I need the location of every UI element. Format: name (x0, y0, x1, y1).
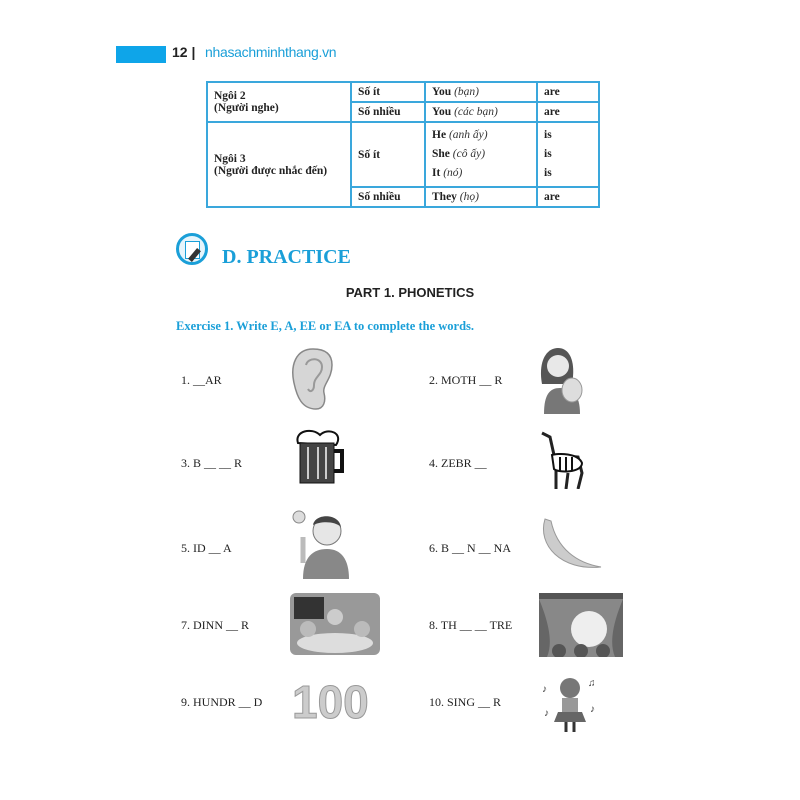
person-cell: Ngôi 3 (Người được nhắc đến) (207, 122, 351, 207)
svg-text:♪: ♪ (542, 684, 547, 695)
exercise-item: 7. DINN __ R (181, 618, 249, 632)
verb-cell: are (537, 102, 599, 122)
number-cell: Số ít (351, 122, 425, 187)
pronoun-cell: You (các bạn) (425, 102, 537, 122)
number-cell: Số ít (351, 82, 425, 102)
girl-singing-icon (540, 670, 602, 736)
svg-text:♪: ♪ (590, 704, 595, 715)
exercise-item: 1. __AR (181, 373, 222, 387)
exercise-item: 4. ZEBR __ (429, 456, 487, 470)
boy-idea-icon (289, 507, 351, 579)
pronoun-cell: He (anh ấy) She (cô ấy) It (nó) (425, 122, 537, 187)
verb-cell: are (537, 82, 599, 102)
pronoun-cell: You (bạn) (425, 82, 537, 102)
exercise-item: 5. ID __ A (181, 541, 232, 555)
section-title: D. PRACTICE (222, 246, 351, 268)
svg-text:♫: ♫ (588, 678, 596, 689)
number-100-icon (292, 678, 384, 722)
exercise-title: Exercise 1. Write E, A, EE or EA to complete the words. (176, 319, 475, 333)
exercise-item: 3. B __ __ R (181, 456, 243, 470)
family-dinner-icon (290, 593, 380, 655)
svg-text:100: 100 (292, 678, 369, 722)
pronoun-cell: They (họ) (425, 187, 537, 207)
part-title: PART 1. PHONETICS (345, 285, 475, 300)
verb-cell: is is is (537, 122, 599, 187)
exercise-item: 9. HUNDR __ D (181, 695, 263, 709)
number-cell: Số nhiều (351, 187, 425, 207)
number-cell: Số nhiều (351, 102, 425, 122)
theatre-icon (539, 593, 623, 657)
beer-mug-icon (292, 429, 348, 487)
mother-baby-icon (536, 344, 586, 414)
header-accent-bar (116, 46, 166, 63)
svg-text:♪: ♪ (544, 708, 549, 719)
exercise-item: 2. MOTH __ R (429, 373, 503, 387)
exercise-item: 6. B __ N __ NA (429, 541, 512, 555)
site-link[interactable]: nhasachminhthang.vn (205, 44, 337, 60)
ear-icon (288, 345, 338, 413)
exercise-item: 10. SING __ R (429, 695, 502, 709)
page-number: 12 | (172, 44, 196, 60)
notepad-pen-icon (176, 233, 208, 265)
zebra-icon (538, 429, 588, 489)
pronoun-table (206, 81, 600, 208)
exercise-item: 8. TH __ __ TRE (429, 618, 513, 632)
verb-cell: are (537, 187, 599, 207)
person-cell: Ngôi 2 (Người nghe) (207, 82, 351, 122)
banana-icon (537, 515, 605, 573)
